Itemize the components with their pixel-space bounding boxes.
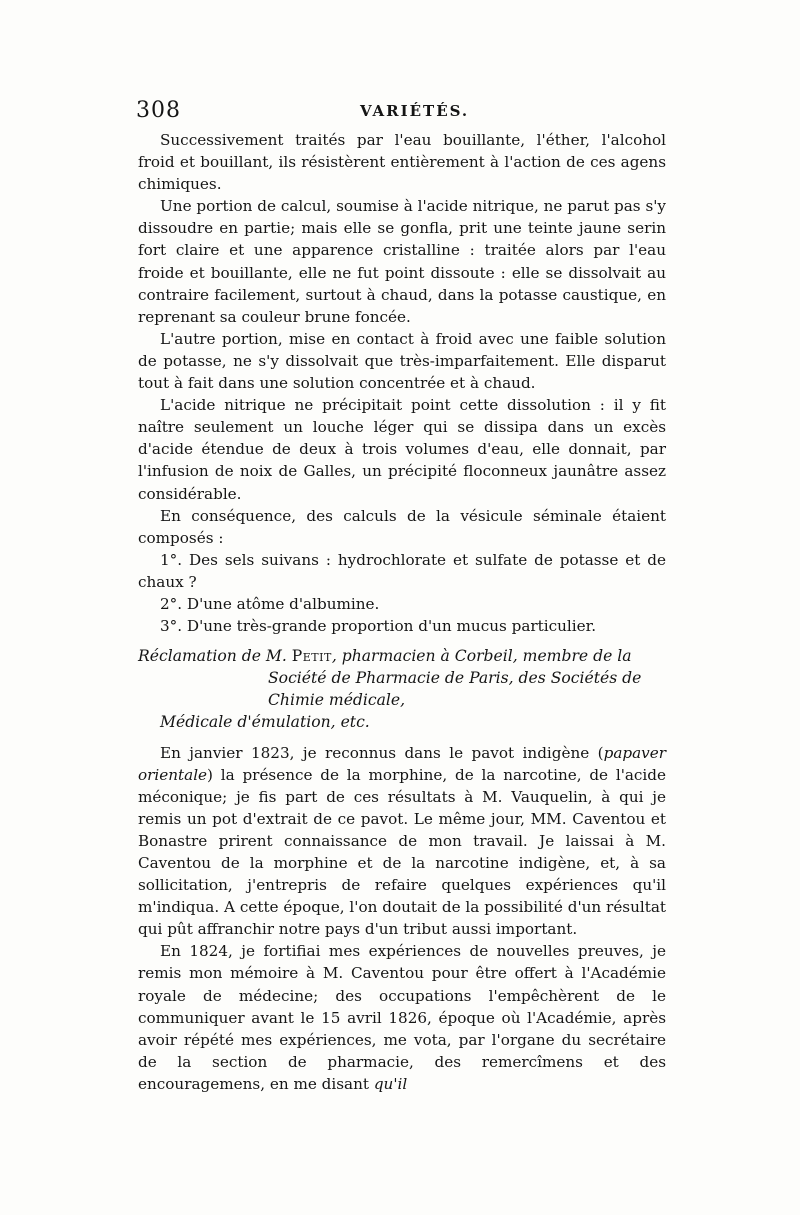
paragraph: L'autre portion, mise en contact à froid avec une faible solution de potasse, ne s'y dissolvait que très-imparfaitement. Elle disparut tout à fait dans une solution concentrée et à chaud.: [138, 329, 666, 393]
italic-term: qu'il: [373, 1074, 408, 1093]
text-run: ) la présence de la morphine, de la narcotine, de l'acide méconique; je fis part de ces résultats à M. Vauquelin, à qui je remis un pot d'extrait de ce pavot. Le même jour, MM. Caventou et Bonastre prirent connaissance de mon travail. Je laissai à M. Caventou de la morphine et de la narcotine indigène, et, à sa sollicitation, j'entrepris de refaire quelques expériences qu'il m'indiqua. A cette époque, l'on doutait de la possibilité d'un résultat qui pût affranchir notre pays d'un tribut aussi important.: [138, 765, 666, 939]
paragraph: [138, 742, 666, 941]
text-run: En 1824, je fortifiai mes expériences de nouvelles preuves, je remis mon mémoire à M. Caventou pour être offert à l'Académie royale de médecine; des occupations l'empêchèrent de le communiquer avant le 15 avril 1826, époque où l'Académie, après avoir répété mes expériences, me vota, par l'organe du secrétaire de la section de pharmacie, des remercîmens et des encouragemens, en me disant: [138, 942, 666, 1093]
page-number: 308: [136, 98, 181, 123]
page-header: [136, 98, 666, 128]
section-heading: [138, 645, 666, 733]
list-item: 2°. D'une atôme d'albumine.: [160, 594, 380, 613]
spacer: [138, 734, 666, 742]
paragraph: En conséquence, des calculs de la vésicule séminale étaient composés :: [138, 506, 666, 547]
list-item: 3°. D'une très-grande proportion d'un mucus particulier.: [160, 617, 597, 636]
spacer: [138, 637, 666, 645]
italic-term: papaver orientale: [138, 743, 666, 784]
heading-prefix: Réclamation de M.: [138, 647, 292, 666]
heading-line: Médicale d'émulation, etc.: [160, 713, 370, 732]
heading-rest: , pharmacien à Corbeil, membre de la: [331, 647, 632, 666]
author-name: Petit: [291, 647, 332, 666]
paragraph: [138, 940, 666, 1095]
text-run: En janvier 1823, je reconnus dans le pavot indigène (: [160, 743, 604, 762]
paragraph: L'acide nitrique ne précipitait point cette dissolution : il y fit naître seulement un louche léger qui se dissipa dans un excès d'acide étendue de deux à trois volumes d'eau, elle donnait, par l'infusion de noix de Galles, un précipité floconneux jaunâtre assez considérable.: [138, 396, 666, 503]
page-body: [138, 129, 666, 1095]
heading-line: [138, 645, 666, 667]
heading-line: Société de Pharmacie de Paris, des Sociétés de Chimie médicale,: [268, 669, 642, 710]
list-item: 1°. Des sels suivans : hydrochlorate et sulfate de potasse et de chaux ?: [138, 550, 666, 591]
running-head: VARIÉTÉS.: [360, 102, 470, 120]
paragraph: Successivement traités par l'eau bouillante, l'éther, l'alcohol froid et bouillant, ils résistèrent entièrement à l'action de ces agens chimiques.: [138, 131, 666, 194]
paragraph: Une portion de calcul, soumise à l'acide nitrique, ne parut pas s'y dissoudre en partie; mais elle se gonfla, prit une teinte jaune serin fort claire et une apparence cristalline : traitée alors par l'eau froide et bouillante, elle ne fut point dissoute : elle se dissolvait au contraire facilement, surtout à chaud, dans la potasse caustique, en reprenant sa couleur brune foncée.: [138, 197, 666, 326]
